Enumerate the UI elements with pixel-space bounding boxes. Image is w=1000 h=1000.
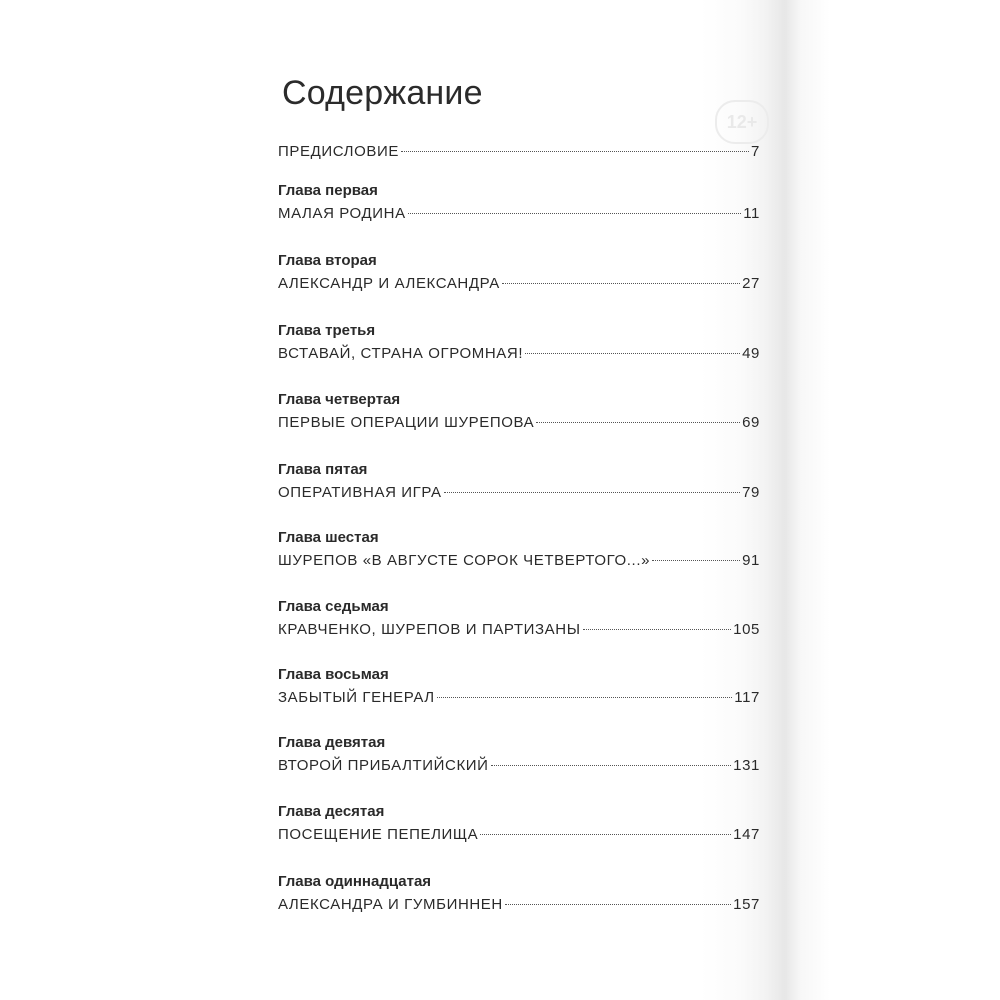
toc-entry-preface bbox=[278, 140, 760, 164]
toc-entry-chapter-10 bbox=[278, 801, 760, 847]
toc-page-number: 117 bbox=[734, 689, 760, 706]
dot-leader bbox=[536, 422, 740, 423]
dot-leader bbox=[401, 151, 749, 152]
toc-line[interactable] bbox=[278, 272, 760, 296]
toc-line[interactable] bbox=[278, 823, 760, 847]
toc-page-number: 27 bbox=[742, 275, 760, 292]
chapter-label: Глава седьмая bbox=[278, 598, 389, 615]
toc-entry-title: ВСТАВАЙ, СТРАНА ОГРОМНАЯ! bbox=[278, 345, 524, 362]
toc-entry-chapter-2 bbox=[278, 250, 760, 296]
toc-page-number: 131 bbox=[733, 757, 760, 774]
toc-line[interactable] bbox=[278, 686, 760, 710]
toc-page-number: 105 bbox=[733, 621, 760, 638]
toc-entry-title: МАЛАЯ РОДИНА bbox=[278, 205, 406, 222]
toc-entry-chapter-3 bbox=[278, 320, 760, 366]
chapter-label: Глава четвертая bbox=[278, 391, 401, 408]
dot-leader bbox=[502, 283, 740, 284]
dot-leader bbox=[525, 353, 740, 354]
chapter-label: Глава одиннадцатая bbox=[278, 873, 432, 890]
toc-line[interactable] bbox=[278, 342, 760, 366]
age-rating-stamp: 12+ bbox=[715, 100, 769, 144]
toc-entry-chapter-7 bbox=[278, 596, 760, 642]
toc-line[interactable] bbox=[278, 549, 760, 573]
chapter-label: Глава третья bbox=[278, 322, 376, 339]
toc-entry-chapter-11 bbox=[278, 871, 760, 917]
chapter-label: Глава пятая bbox=[278, 461, 368, 478]
toc-page-number: 7 bbox=[751, 143, 760, 160]
dot-leader bbox=[491, 765, 732, 766]
toc-entry-chapter-5 bbox=[278, 459, 760, 505]
toc-entry-title: ПОСЕЩЕНИЕ ПЕПЕЛИЩА bbox=[278, 826, 479, 843]
toc-line[interactable] bbox=[278, 754, 760, 778]
dot-leader bbox=[480, 834, 731, 835]
toc-page-number: 79 bbox=[742, 484, 760, 501]
chapter-label: Глава десятая bbox=[278, 803, 385, 820]
toc-entry-chapter-4 bbox=[278, 389, 760, 435]
toc-entry-title: ШУРЕПОВ «В АВГУСТЕ СОРОК ЧЕТВЕРТОГО...» bbox=[278, 552, 651, 569]
dot-leader bbox=[505, 904, 731, 905]
dot-leader bbox=[437, 697, 733, 698]
toc-entry-title: КРАВЧЕНКО, ШУРЕПОВ И ПАРТИЗАНЫ bbox=[278, 621, 581, 638]
toc-page-number: 11 bbox=[743, 205, 760, 222]
chapter-label: Глава вторая bbox=[278, 252, 377, 269]
toc-entry-title: ВТОРОЙ ПРИБАЛТИЙСКИЙ bbox=[278, 757, 489, 774]
toc-entry-chapter-1 bbox=[278, 180, 760, 226]
chapter-label: Глава шестая bbox=[278, 529, 379, 546]
toc-entry-title: ПЕРВЫЕ ОПЕРАЦИИ ШУРЕПОВА bbox=[278, 414, 535, 431]
toc-line[interactable] bbox=[278, 893, 760, 917]
toc-entry-title: ЗАБЫТЫЙ ГЕНЕРАЛ bbox=[278, 689, 435, 706]
dot-leader bbox=[444, 492, 741, 493]
chapter-label: Глава восьмая bbox=[278, 666, 389, 683]
toc-entry-title: ОПЕРАТИВНАЯ ИГРА bbox=[278, 484, 442, 501]
toc-entry-title: ПРЕДИСЛОВИЕ bbox=[278, 143, 399, 160]
toc-line[interactable] bbox=[278, 411, 760, 435]
page-title: Содержание bbox=[282, 74, 483, 112]
toc-line[interactable] bbox=[278, 481, 760, 505]
toc-entry-title: АЛЕКСАНДР И АЛЕКСАНДРА bbox=[278, 275, 500, 292]
toc-page-number: 49 bbox=[742, 345, 760, 362]
dot-leader bbox=[583, 629, 732, 630]
chapter-label: Глава первая bbox=[278, 182, 378, 199]
toc-page-number: 91 bbox=[742, 552, 760, 569]
toc-page-number: 147 bbox=[733, 826, 760, 843]
toc-entry-chapter-6 bbox=[278, 527, 760, 573]
toc-entry-chapter-9 bbox=[278, 732, 760, 778]
toc-entry-chapter-8 bbox=[278, 664, 760, 710]
toc-page-number: 157 bbox=[733, 896, 760, 913]
dot-leader bbox=[408, 213, 742, 214]
chapter-label: Глава девятая bbox=[278, 734, 386, 751]
toc-page-number: 69 bbox=[742, 414, 760, 431]
toc-entry-title: АЛЕКСАНДРА И ГУМБИННЕН bbox=[278, 896, 503, 913]
dot-leader bbox=[652, 560, 740, 561]
toc-line[interactable] bbox=[278, 140, 760, 164]
toc-line[interactable] bbox=[278, 618, 760, 642]
toc-line[interactable] bbox=[278, 202, 760, 226]
